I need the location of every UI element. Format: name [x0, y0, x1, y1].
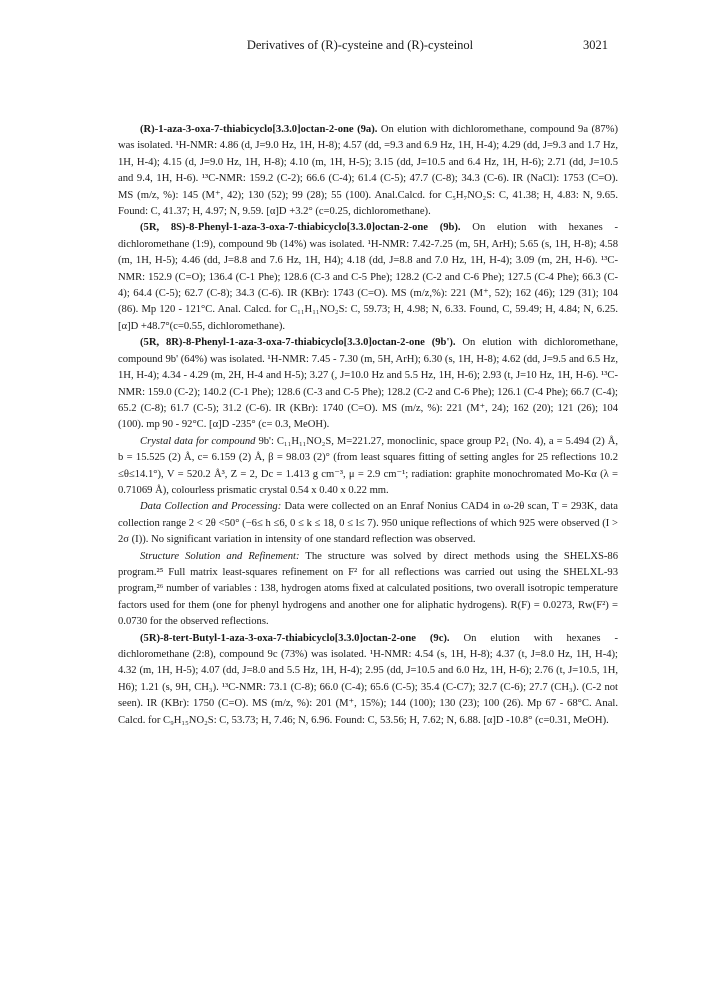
running-head — [0, 38, 720, 58]
section-lead: Crystal data for compound — [140, 435, 256, 447]
paragraph-text: On elution with dichloromethane, compound 9a (87%) was isolated. ¹H-NMR: 4.86 (d, J=9.0 Hz, 1H, H-8); 4.57 (dd, =9.3 and 6.9 Hz, 1H, H-4); 4.29 (dd, J=9.3 and 1.7 Hz, 1H, H-4); 4.15 (d, J=9.0 Hz, 1H, H-8); 4.10 (m, 1H, H-5); 3.15 (dd, J=10.5 and 6.4 Hz, 1H, H-6); 2.71 (dd, J=10.5 and 9.4, 1H, H-6). ¹³C-NMR: 159.2 (C-2); 66.6 (C-4); 61.4 (C-5); 47.7 (C-8); 34.3 (C-6). IR (NaCl): 1753 (C=O). MS (m/z, %): 145 (M⁺, 42); 130 (52); 99 (28); 55 (100). Anal.Calcd. for C₅H₇NO₂S: C, 41.38; H, 4.83: N, 9.65. Found: C, 41.37; H, 4.97; N, 9.59. [α]D +3.2° (c=0.25, dichloromethane). — [118, 124, 618, 218]
paragraph-9a — [118, 122, 618, 220]
paragraph-text: On elution with dichloromethane, compound 9b' (64%) was isolated. ¹H-NMR: 7.45 - 7.30 (m, 5H, ArH); 6.30 (s, 1H, H-8); 4.62 (dd, J=9.5 and 6.5 Hz, 1H, H-4); 4.34 - 4.29 (m, 2H, H-4 and H-5); 3.27 (, J=10.0 Hz and 5.5 Hz, 1H, H-6); 2.93 (t, J=10 Hz, 1H, H-6). ¹³C-NMR: 159.0 (C-2); 140.2 (C-1 Phe); 128.6 (C-3 and C-5 Phe); 128.2 (C-2 and C-6 Phe); 126.1 (C-4 Phe); 66.7 (C-4); 65.2 (C-8); 61.7 (C-5); 31.2 (C-6). IR (KBr): 1740 (C=O). MS (m/z, %): 221 (M⁺, 24); 162 (20); 121 (26); 104 (100). mp 90 - 92°C. [α]D -235° (c= 0.3, MeOH). — [118, 337, 618, 431]
paragraph-text: 9b': C₁₁H₁₁NO₂S, M=221.27, monoclinic, space group P2₁ (No. 4), a = 5.494 (2) Å, b = 15.525 (2) Å, c= 6.159 (2) Å, β = 98.03 (2)° (from least squares fitting of setting angles for 25 reflections 10.2 ≤θ≤14.1°), V = 520.2 Å³, Z = 2, Dc = 1.413 g cm⁻³, μ = 2.9 cm⁻¹; radiation: graphite monochromated Mo-Kα (λ = 0.71069 Å), colourless prismatic crystal 0.54 x 0.40 x 0.22 mm. — [118, 435, 618, 496]
paragraph-text: Data were collected on an Enraf Nonius CAD4 in ω-2θ scan, T = 293K, data collection range 2 < 2θ <50° (−6≤ h ≤6, 0 ≤ k ≤ 18, 0 ≤ l≤ 7). 950 unique reflections of which 925 were observed (I > 2σ (I)). No significant variation in intensity of one standard reflection was observed. — [118, 501, 618, 546]
paragraph-9c — [118, 631, 618, 729]
paragraph-text: The structure was solved by direct methods using the SHELXS-86 program.²⁵ Full matrix least-squares refinement on F² for all reflections was carried out using the SHELXL-93 program,²⁶ number of variables : 138, hydrogen atoms fixed at calculated positions, two overall isotropic temperature factors used for them (one for phenyl hydrogens and another one for aliphatic hydrogens). R(F) = 0.0273, Rw(F²) = 0.0730 for the observed reflections. — [118, 550, 618, 628]
compound-heading: (5R)-8-tert-Butyl-1-aza-3-oxa-7-thiabicyclo[3.3.0]octan-2-one (9c). — [140, 632, 450, 644]
body-text — [118, 122, 618, 729]
compound-heading: (R)-1-aza-3-oxa-7-thiabicyclo[3.3.0]octan-2-one (9a). — [140, 124, 378, 135]
paragraph-structure-solution — [118, 549, 618, 631]
section-lead: Data Collection and Processing: — [140, 501, 282, 513]
compound-heading: (5R, 8R)-8-Phenyl-1-aza-3-oxa-7-thiabicyclo[3.3.0]octan-2-one (9b'). — [140, 337, 456, 349]
paragraph-text: On elution with hexanes - dichloromethane (2:8), compound 9c (73%) was isolated. ¹H-NMR: 4.54 (s, 1H, H-8); 4.37 (t, J=8.0 Hz, 1H, H-4); 4.32 (m, 1H, H-5); 4.07 (dd, J=8.0 and 5.5 Hz, 1H, H-4); 2.95 (dd, J=10.5 and 6.0 Hz, 1H, H-6); 2.76 (t, J=10.5, 1H, H6); 1.21 (s, 9H, CH₃). ¹³C-NMR: 73.1 (C-8); 66.0 (C-4); 65.6 (C-5); 35.4 (C-C7); 32.7 (C-6); 27.7 (CH₃). (C-2 not seen). IR (KBr): 1750 (C=O). MS (m/z, %): 201 (M⁺, 15%); 144 (100); 130 (23); 100 (26). Mp 67 - 68°C. Anal. Calcd. for C₉H₁₅NO₂S: C, 53.73; H, 7.46; N, 6.96. Found: C, 53.56; H, 7.62; N, 6.88. [α]D -10.8° (c=0.31, MeOH). — [118, 632, 618, 726]
running-title: Derivatives of (R)-cysteine and (R)-cysteinol — [246, 38, 474, 52]
section-lead: Structure Solution and Refinement: — [140, 550, 300, 562]
paragraph-text: On elution with hexanes - dichloromethane (1:9), compound 9b (14%) was isolated. ¹H-NMR: 7.42-7.25 (m, 5H, ArH); 5.65 (s, 1H, H-8); 4.58 (m, 1H, H-5); 4.46 (dd, J=8.8 and 7.6 Hz, 1H, H4); 4.18 (dd, J=8.8 and 7.0 Hz, 1H, H-4); 3.09 (m, 2H, H-6). ¹³C-NMR: 152.9 (C=O); 136.4 (C-1 Phe); 128.6 (C-3 and C-5 Phe); 128.2 (C-2 and C-6 Phe); 127.5 (C-4 Phe); 66.3 (C-4); 64.4 (C-5); 62.7 (C-8); 34.3 (C-6). IR (KBr): 1743 (C=O). MS (m/z,%): 221 (M⁺, 52); 162 (46); 129 (31); 104 (86). Mp 120 - 121°C. Anal. Calcd. for C₁₁H₁₁NO₂S: C, 59.73; H, 4.98; N, 6.33. Found, C, 59.49; H, 4.84; N, 6.25. [α]D +48.7°(c=0.55, dichloromethane). — [118, 222, 618, 332]
paragraph-9b-prime — [118, 335, 618, 433]
paragraph-data-collection — [118, 499, 618, 548]
compound-heading: (5R, 8S)-8-Phenyl-1-aza-3-oxa-7-thiabicyclo[3.3.0]octan-2-one (9b). — [140, 222, 461, 234]
page-number: 3021 — [583, 38, 608, 52]
paragraph-9b — [118, 220, 618, 335]
paragraph-crystal-data — [118, 434, 618, 500]
